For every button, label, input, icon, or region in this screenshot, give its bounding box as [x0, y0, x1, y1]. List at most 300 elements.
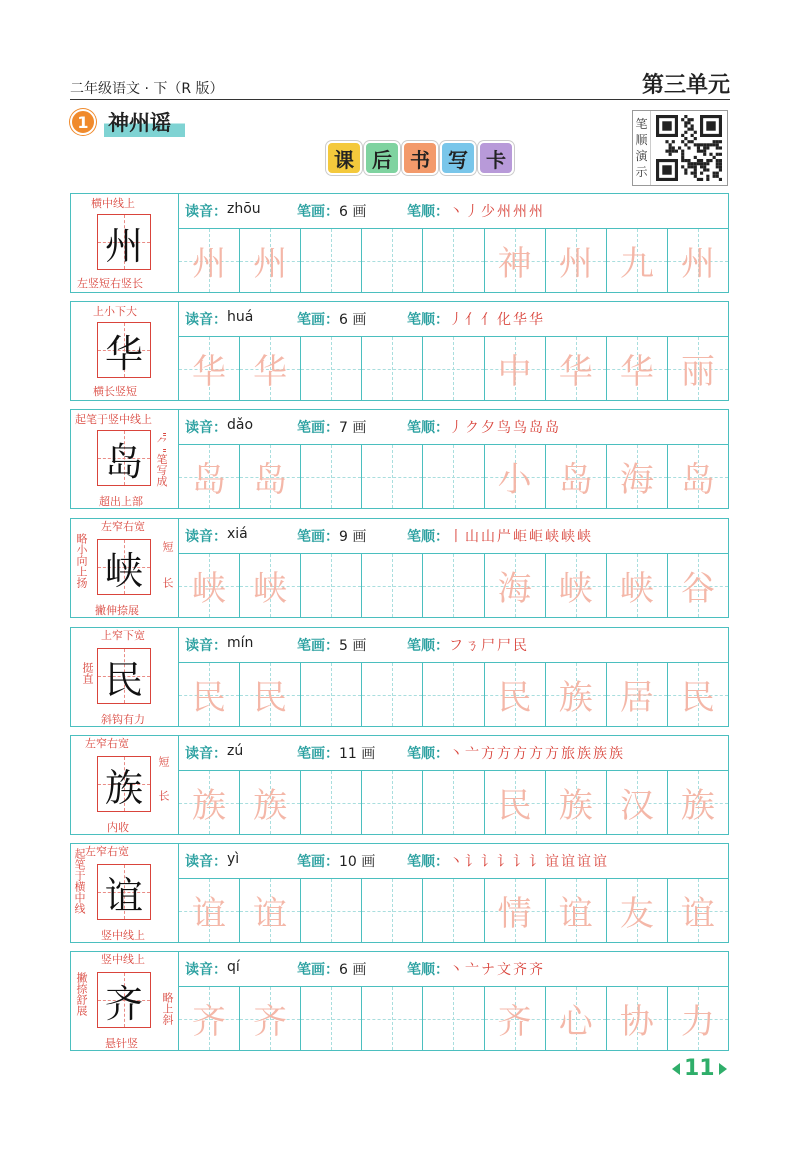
pinyin-label: 读音： — [185, 962, 227, 978]
pinyin-value: yì — [227, 851, 240, 867]
pinyin-label: 读音： — [185, 312, 227, 328]
character-info — [179, 302, 728, 337]
stroke-order-label: 笔顺： — [407, 420, 449, 436]
stroke-order-sequence — [449, 959, 545, 979]
stroke-count-value: 6 画 — [339, 312, 367, 328]
writing-row — [70, 627, 729, 727]
trace-cell[interactable] — [485, 445, 546, 508]
stroke-step: 谊 — [593, 854, 609, 870]
tian-grid-box — [97, 322, 151, 378]
card-title-char: 书 — [402, 141, 438, 175]
stroke-count-label: 笔画： — [297, 529, 339, 545]
stroke-step: 丶 — [449, 746, 465, 762]
writing-tip: 起笔于竖中线上 — [75, 413, 152, 426]
character-info — [179, 952, 728, 987]
model-character: 华 — [104, 331, 143, 376]
trace-character: 齐 — [253, 1002, 288, 1042]
writing-tip: 内收 — [107, 821, 129, 834]
trace-cell[interactable] — [179, 445, 240, 508]
stroke-step: 方 — [545, 746, 561, 762]
trace-cell[interactable] — [240, 663, 301, 726]
stroke-count-label: 笔画： — [297, 420, 339, 436]
model-character-box — [71, 410, 179, 508]
tian-grid-box — [97, 648, 151, 704]
blank-practice-cell[interactable] — [362, 445, 423, 508]
stroke-step: 方 — [481, 746, 497, 762]
stroke-step: 谊 — [561, 854, 577, 870]
writing-tip: 横中线上 — [91, 197, 135, 210]
pinyin-value: xiá — [227, 526, 248, 542]
stroke-step: 旅 — [561, 746, 577, 762]
trace-cell[interactable] — [485, 771, 546, 834]
stroke-step: 民 — [513, 638, 529, 654]
blank-practice-cell[interactable] — [423, 663, 484, 726]
trace-character: 岛 — [558, 460, 593, 500]
trace-cell[interactable] — [179, 663, 240, 726]
trace-character: 丽 — [680, 352, 715, 392]
trace-character: 华 — [253, 352, 288, 392]
trace-cell[interactable] — [240, 771, 301, 834]
blank-practice-cell[interactable] — [423, 445, 484, 508]
blank-practice-cell[interactable] — [362, 337, 423, 400]
trace-character: 民 — [497, 786, 532, 826]
model-character-box — [71, 844, 179, 942]
writing-tip: 挺直 — [81, 662, 94, 684]
header-divider — [70, 99, 730, 100]
stroke-step: 丨 — [449, 529, 465, 545]
stroke-step: 族 — [593, 746, 609, 762]
trace-character: 谷 — [680, 569, 715, 609]
trace-character: 民 — [253, 678, 288, 718]
stroke-step: 讠 — [529, 854, 545, 870]
stroke-count-label: 笔画： — [297, 312, 339, 328]
stroke-step: 州 — [513, 204, 529, 220]
stroke-step: 岠 — [513, 529, 529, 545]
trace-cell[interactable] — [485, 879, 546, 942]
stroke-order-sequence — [449, 201, 545, 221]
practice-grid — [179, 771, 728, 834]
model-character-box — [71, 952, 179, 1050]
trace-cell[interactable] — [179, 554, 240, 617]
stroke-step: ナ — [481, 962, 497, 978]
model-character: 民 — [104, 657, 143, 702]
prev-page-icon[interactable] — [672, 1063, 680, 1075]
trace-cell[interactable] — [179, 879, 240, 942]
blank-practice-cell[interactable] — [301, 663, 362, 726]
qr-label-char: 笔 — [635, 117, 648, 131]
writing-tip: 斜钩有力 — [101, 713, 145, 726]
stroke-step: 齐 — [529, 962, 545, 978]
blank-practice-cell[interactable] — [362, 771, 423, 834]
stroke-step: 方 — [529, 746, 545, 762]
writing-row — [70, 518, 729, 618]
trace-cell[interactable] — [546, 663, 607, 726]
stroke-step: 少 — [481, 204, 497, 220]
trace-character: 族 — [680, 786, 715, 826]
pinyin-value: qí — [227, 959, 240, 975]
trace-cell[interactable] — [240, 445, 301, 508]
trace-character: 华 — [619, 352, 654, 392]
trace-cell[interactable] — [240, 554, 301, 617]
pinyin-label: 读音： — [185, 854, 227, 870]
writing-tip: 左竖短右竖长 — [77, 277, 143, 290]
stroke-order-label: 笔顺： — [407, 312, 449, 328]
pinyin-value: zú — [227, 743, 244, 759]
trace-character: 中 — [497, 352, 532, 392]
tian-grid-box — [97, 864, 151, 920]
trace-character: 州 — [558, 244, 593, 284]
trace-cell[interactable] — [607, 663, 668, 726]
stroke-step: ㄋ — [465, 638, 481, 654]
pinyin-value: huá — [227, 309, 254, 325]
stroke-step: 亠 — [465, 746, 481, 762]
trace-character: 友 — [619, 894, 654, 934]
stroke-count-value: 7 画 — [339, 420, 367, 436]
stroke-step: 山 — [465, 529, 481, 545]
practice-grid — [179, 879, 728, 942]
character-info — [179, 736, 728, 771]
stroke-step: 讠 — [513, 854, 529, 870]
character-info — [179, 194, 728, 229]
stroke-order-label: 笔顺： — [407, 962, 449, 978]
trace-character: 族 — [558, 786, 593, 826]
trace-cell[interactable] — [485, 554, 546, 617]
stroke-count-value: 6 画 — [339, 204, 367, 220]
stroke-count-label: 笔画： — [297, 746, 339, 762]
trace-character: 谊 — [558, 894, 593, 934]
writing-tip: 左窄右宽 — [85, 845, 129, 858]
writing-tip: 上窄下宽 — [101, 629, 145, 642]
stroke-step: 亠 — [465, 962, 481, 978]
blank-practice-cell[interactable] — [423, 771, 484, 834]
blank-practice-cell[interactable] — [423, 337, 484, 400]
trace-cell[interactable] — [179, 337, 240, 400]
blank-practice-cell[interactable] — [423, 987, 484, 1050]
stroke-step: 讠 — [465, 854, 481, 870]
stroke-step: 丿 — [449, 312, 465, 328]
stroke-order-sequence — [449, 309, 545, 329]
stroke-step: 丶 — [449, 854, 465, 870]
blank-practice-cell[interactable] — [423, 229, 484, 292]
stroke-step: 岠 — [529, 529, 545, 545]
model-character-box — [71, 736, 179, 834]
model-character-box — [71, 519, 179, 617]
stroke-step: 丿 — [465, 204, 481, 220]
pinyin-value: zhōu — [227, 201, 261, 217]
stroke-step: 峡 — [545, 529, 561, 545]
stroke-step: 讠 — [497, 854, 513, 870]
blank-practice-cell[interactable] — [362, 879, 423, 942]
trace-character: 州 — [253, 244, 288, 284]
trace-character: 协 — [619, 1002, 654, 1042]
stroke-step: 方 — [497, 746, 513, 762]
stroke-step: 丶 — [449, 204, 465, 220]
pinyin-label: 读音： — [185, 746, 227, 762]
qr-code-panel[interactable] — [632, 110, 728, 186]
stroke-step: 族 — [577, 746, 593, 762]
trace-character: 州 — [680, 244, 715, 284]
stroke-step: 鸟 — [513, 420, 529, 436]
practice-grid — [179, 337, 728, 400]
stroke-step: 亻 — [465, 312, 481, 328]
stroke-order-label: 笔顺： — [407, 746, 449, 762]
trace-cell[interactable] — [546, 879, 607, 942]
stroke-step: 谊 — [577, 854, 593, 870]
trace-cell[interactable] — [607, 879, 668, 942]
trace-cell[interactable] — [485, 987, 546, 1050]
trace-cell[interactable] — [485, 337, 546, 400]
trace-character: 华 — [558, 352, 593, 392]
writing-row — [70, 951, 729, 1051]
blank-practice-cell[interactable] — [301, 337, 362, 400]
stroke-count-label: 笔画： — [297, 962, 339, 978]
writing-tip: 略小向上扬 — [75, 533, 88, 588]
writing-tip: 起笔于横中线 — [73, 848, 86, 914]
trace-cell[interactable] — [546, 554, 607, 617]
trace-character: 族 — [253, 786, 288, 826]
stroke-count-label: 笔画： — [297, 204, 339, 220]
trace-cell[interactable] — [607, 337, 668, 400]
lesson-title: 神州谣 — [104, 107, 185, 137]
stroke-step: 鸟 — [497, 420, 513, 436]
stroke-step: 屵 — [497, 529, 513, 545]
trace-character: 海 — [619, 460, 654, 500]
page-number-text: 11 — [684, 1056, 715, 1081]
trace-character: 岛 — [253, 460, 288, 500]
trace-cell[interactable] — [607, 445, 668, 508]
writing-tip: 略上斜 — [161, 992, 174, 1025]
trace-cell[interactable] — [546, 229, 607, 292]
book-label: 二年级语文 · 下（R 版） — [70, 81, 224, 97]
stroke-step: 华 — [513, 312, 529, 328]
stroke-step: 华 — [529, 312, 545, 328]
trace-character: 岛 — [192, 460, 227, 500]
stroke-step: 族 — [609, 746, 625, 762]
trace-cell[interactable] — [668, 337, 728, 400]
writing-row — [70, 301, 729, 401]
trace-cell[interactable] — [668, 663, 728, 726]
pinyin-value: dǎo — [227, 417, 254, 433]
pinyin-label: 读音： — [185, 529, 227, 545]
blank-practice-cell[interactable] — [362, 663, 423, 726]
trace-cell[interactable] — [668, 771, 728, 834]
trace-character: 谊 — [680, 894, 715, 934]
writing-row — [70, 193, 729, 293]
trace-cell[interactable] — [240, 229, 301, 292]
stroke-step: 岛 — [529, 420, 545, 436]
blank-practice-cell[interactable] — [423, 879, 484, 942]
stroke-step: 齐 — [513, 962, 529, 978]
stroke-step: 岛 — [545, 420, 561, 436]
stroke-step: 州 — [529, 204, 545, 220]
stroke-order-sequence — [449, 635, 529, 655]
character-info — [179, 519, 728, 554]
trace-cell[interactable] — [668, 445, 728, 508]
blank-practice-cell[interactable] — [301, 554, 362, 617]
trace-cell[interactable] — [179, 771, 240, 834]
blank-practice-cell[interactable] — [301, 229, 362, 292]
blank-practice-cell[interactable] — [423, 554, 484, 617]
trace-character: 峡 — [192, 569, 227, 609]
stroke-order-label: 笔顺： — [407, 854, 449, 870]
tian-grid-box — [97, 539, 151, 595]
writing-tip: 长 — [157, 790, 170, 801]
trace-character: 州 — [192, 244, 227, 284]
character-info — [179, 628, 728, 663]
trace-cell[interactable] — [668, 879, 728, 942]
stroke-count-label: 笔画： — [297, 854, 339, 870]
trace-cell[interactable] — [668, 229, 728, 292]
blank-practice-cell[interactable] — [362, 229, 423, 292]
practice-grid — [179, 987, 728, 1050]
card-title-char: 后 — [364, 141, 400, 175]
trace-character: 力 — [680, 1002, 715, 1042]
blank-practice-cell[interactable] — [301, 987, 362, 1050]
trace-character: 华 — [192, 352, 227, 392]
trace-cell[interactable] — [546, 987, 607, 1050]
blank-practice-cell[interactable] — [301, 445, 362, 508]
trace-character: 心 — [558, 1002, 593, 1042]
trace-character: 峡 — [558, 569, 593, 609]
card-title-char: 课 — [326, 141, 362, 175]
character-info — [179, 844, 728, 879]
trace-cell[interactable] — [240, 879, 301, 942]
writing-tip: 撇捺舒展 — [75, 972, 88, 1016]
stroke-order-sequence — [449, 743, 625, 763]
stroke-order-label: 笔顺： — [407, 638, 449, 654]
trace-character: 小 — [497, 460, 532, 500]
stroke-order-sequence — [449, 526, 593, 546]
pinyin-label: 读音： — [185, 420, 227, 436]
trace-cell[interactable] — [668, 987, 728, 1050]
trace-cell[interactable] — [240, 987, 301, 1050]
trace-cell[interactable] — [546, 445, 607, 508]
stroke-order-label: 笔顺： — [407, 529, 449, 545]
stroke-step: ク — [465, 420, 481, 436]
tian-grid-box — [97, 430, 151, 486]
pinyin-value: mín — [227, 635, 254, 651]
writing-tip: 长 — [161, 577, 174, 588]
stroke-step: 化 — [497, 312, 513, 328]
writing-tip: 左窄右宽 — [101, 520, 145, 533]
trace-character: 民 — [680, 678, 715, 718]
trace-character: 谊 — [192, 894, 227, 934]
trace-cell[interactable] — [546, 337, 607, 400]
lesson-heading — [70, 108, 185, 136]
model-character-box — [71, 302, 179, 400]
tian-grid-box — [97, 972, 151, 1028]
page-number — [672, 1056, 727, 1081]
trace-cell[interactable] — [607, 771, 668, 834]
stroke-step: フ — [449, 638, 465, 654]
trace-character: 海 — [497, 569, 532, 609]
trace-cell[interactable] — [179, 229, 240, 292]
blank-practice-cell[interactable] — [301, 879, 362, 942]
stroke-step: 尸 — [497, 638, 513, 654]
trace-character: 居 — [619, 678, 654, 718]
stroke-count-label: 笔画： — [297, 638, 339, 654]
stroke-order-sequence — [449, 417, 561, 437]
card-title-char: 卡 — [478, 141, 514, 175]
blank-practice-cell[interactable] — [301, 771, 362, 834]
trace-cell[interactable] — [179, 987, 240, 1050]
stroke-step: 讠 — [481, 854, 497, 870]
writing-tip: 竖中线上 — [101, 929, 145, 942]
writing-row — [70, 843, 729, 943]
trace-character: 族 — [558, 678, 593, 718]
trace-cell[interactable] — [485, 229, 546, 292]
trace-cell[interactable] — [485, 663, 546, 726]
writing-tip: "⺈"笔写成 — [155, 432, 168, 487]
stroke-count-value: 11 画 — [339, 746, 376, 762]
blank-practice-cell[interactable] — [362, 987, 423, 1050]
trace-cell[interactable] — [668, 554, 728, 617]
practice-grid — [179, 445, 728, 508]
practice-grid — [179, 663, 728, 726]
writing-tip: 短 — [161, 541, 174, 552]
stroke-step: 丿 — [449, 420, 465, 436]
trace-character: 谊 — [253, 894, 288, 934]
stroke-count-value: 10 画 — [339, 854, 376, 870]
unit-label: 第三单元 — [641, 73, 730, 98]
trace-character: 齐 — [497, 1002, 532, 1042]
trace-character: 齐 — [192, 1002, 227, 1042]
model-character: 齐 — [104, 981, 143, 1026]
qr-label — [633, 111, 651, 185]
writing-tip: 竖中线上 — [101, 953, 145, 966]
lesson-number-badge: 1 — [70, 109, 96, 135]
model-character: 岛 — [104, 439, 143, 484]
trace-cell[interactable] — [607, 229, 668, 292]
tian-grid-box — [97, 214, 151, 270]
stroke-count-value: 6 画 — [339, 962, 367, 978]
stroke-step: 亻 — [481, 312, 497, 328]
stroke-step: 方 — [513, 746, 529, 762]
stroke-count-value: 9 画 — [339, 529, 367, 545]
model-character-box — [71, 194, 179, 292]
blank-practice-cell[interactable] — [362, 554, 423, 617]
trace-character: 九 — [619, 244, 654, 284]
trace-character: 汉 — [619, 786, 654, 826]
stroke-step: 尸 — [481, 638, 497, 654]
stroke-step: 州 — [497, 204, 513, 220]
next-page-icon[interactable] — [719, 1063, 727, 1075]
model-character: 族 — [104, 765, 143, 810]
writing-tip: 左窄右宽 — [85, 737, 129, 750]
qr-code-icon[interactable] — [655, 115, 723, 181]
writing-tip: 横长竖短 — [93, 385, 137, 398]
stroke-step: 文 — [497, 962, 513, 978]
writing-tip: 悬针竖 — [105, 1037, 138, 1050]
trace-character: 民 — [497, 678, 532, 718]
model-character-box — [71, 628, 179, 726]
trace-character: 民 — [192, 678, 227, 718]
character-info — [179, 410, 728, 445]
writing-tip: 撇伸捺展 — [95, 604, 139, 617]
card-title — [326, 141, 514, 175]
trace-cell[interactable] — [546, 771, 607, 834]
stroke-step: 丶 — [449, 962, 465, 978]
trace-cell[interactable] — [607, 554, 668, 617]
trace-cell[interactable] — [607, 987, 668, 1050]
stroke-order-sequence — [449, 851, 609, 871]
trace-cell[interactable] — [240, 337, 301, 400]
qr-label-char: 顺 — [635, 133, 648, 147]
model-character: 州 — [104, 223, 143, 268]
writing-tip: 短 — [157, 756, 170, 767]
model-character: 峡 — [104, 548, 143, 593]
stroke-step: 夕 — [481, 420, 497, 436]
